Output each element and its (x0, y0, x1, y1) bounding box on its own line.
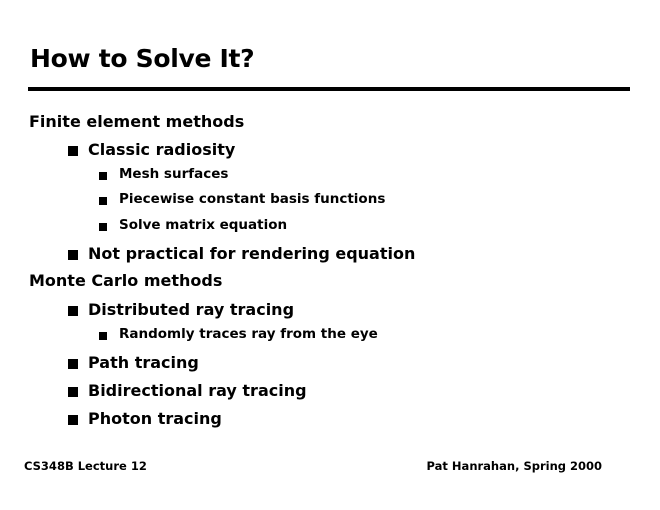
square-bullet-icon (68, 415, 78, 425)
outline-item: Solve matrix equation (119, 217, 288, 233)
footer-author: Pat Hanrahan, Spring 2000 (426, 459, 602, 473)
outline-item: Photon tracing (88, 409, 222, 428)
outline-item: Distributed ray tracing (88, 300, 295, 319)
square-bullet-icon (68, 387, 78, 397)
square-bullet-icon (99, 223, 107, 231)
square-bullet-icon (68, 250, 78, 260)
square-bullet-icon (99, 197, 107, 205)
outline-item: Finite element methods (29, 112, 245, 131)
outline-item: Bidirectional ray tracing (88, 381, 307, 400)
outline-item: Path tracing (88, 353, 199, 372)
outline-item: Not practical for rendering equation (88, 244, 416, 263)
square-bullet-icon (99, 332, 107, 340)
outline-item: Randomly traces ray from the eye (119, 326, 378, 342)
square-bullet-icon (99, 172, 107, 180)
outline-item: Mesh surfaces (119, 166, 229, 182)
title-divider (28, 87, 630, 91)
outline-item: Piecewise constant basis functions (119, 191, 386, 207)
slide-title: How to Solve It? (30, 44, 255, 73)
outline-item: Classic radiosity (88, 140, 236, 159)
square-bullet-icon (68, 306, 78, 316)
footer-course: CS348B Lecture 12 (24, 459, 147, 473)
square-bullet-icon (68, 359, 78, 369)
square-bullet-icon (68, 146, 78, 156)
outline-item: Monte Carlo methods (29, 271, 223, 290)
